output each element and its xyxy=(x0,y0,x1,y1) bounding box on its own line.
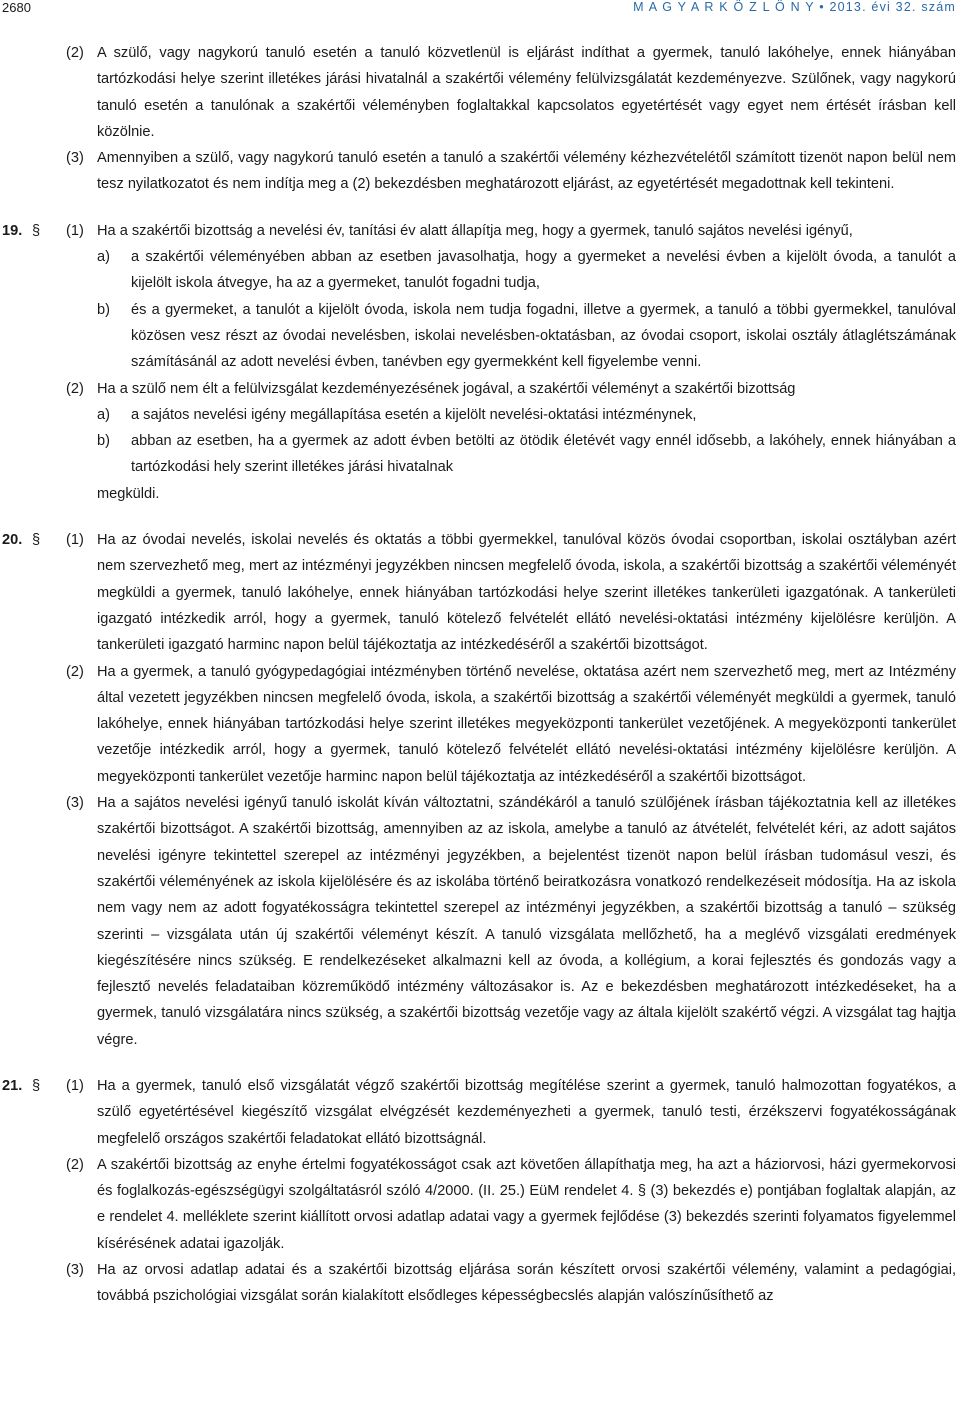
section-symbol: § xyxy=(32,222,41,239)
paragraph-number: (1) xyxy=(66,222,84,239)
item-text: a szakértői véleményében abban az esetben javasolhatja, hogy a gyermeket a nevelési évben a kijelölt óvoda, a tanulót a kijelölt iskola átvegye, ha az a gyermeket, tanulót fogadni tudja, xyxy=(131,249,956,292)
section-19 xyxy=(0,218,960,507)
paragraph-text: Ha a sajátos nevelési igényű tanuló iskolát kíván változtatni, szándékáról a tanuló szülőjének írásban tájékoztatnia kell az illetékes szakértői bizottságot. A szakértői bizottság, amennyiben az az iskola, amelybe a tanuló az átvételét, felvételét kéri, az adott sajátos nevelési igényre tekintettel szerepel az intézményi jegyzékben, a bejelentést tizenöt napon belül írásban tudomásul veszi, és szakértői véleményének az iskola kijelölésére és az iskolába történő beiratkozásra vonatkozó rendelkezéseit módosítja. Ha az iskola nem vagy nem az adott fogyatékosságra tekintettel szerepel az intézményi jegyzékben, a szakértői bizottság a tanuló – szükség szerinti – vizsgálata után új szakértői véleményt készít. A tanuló vizsgálata mellőzhető, ha a meglévő vizsgálati eredmények kiegészítésére nincs szükség. E rendelkezéseket alkalmazni kell az óvoda, a kollégium, a korai fejlesztés és gondozás vagy a fejlesztő nevelés feladataiban közreműködő intézmény változásakor is. Az e bekezdésben meghatározott intézkedéseket, ha a gyermek, tanuló vizsgálatára nincs szükség, a szakértői bizottság vezetője vagy az általa kijelölt szakértő végzi. A vizsgálat tag hajtja végre. xyxy=(97,795,956,1048)
paragraph xyxy=(0,527,960,658)
paragraph-number: (1) xyxy=(66,532,84,549)
closing-text: megküldi. xyxy=(97,485,160,502)
page-header xyxy=(0,0,960,22)
paragraph-text: Amennyiben a szülő, vagy nagykorú tanuló esetén a tanuló a szakértői vélemény kézhezvételétől számított tizenöt napon belül nem tesz nyilatkozatot és nem indítja meg a (2) bekezdésben meghatározott eljárást, az egyetértését megadottnak kell tekinteni. xyxy=(97,150,956,193)
item-text: és a gyermeket, a tanulót a kijelölt óvoda, iskola nem tudja fogadni, illetve a gyermek, a tanuló a többi gyermekkel, tanulóval közösen vesz részt az óvodai nevelésben, iskolai nevelésben-oktatásban, az óvodai csoport, iskolai osztály átlaglétszámának számításánál az adott nevelési évben, tanévben egy gyermekként kell figyelembe venni. xyxy=(131,301,956,371)
paragraph-text: Ha a gyermek, a tanuló gyógypedagógiai intézményben történő nevelése, oktatása azért nem szervezhető meg, mert az Intézmény által vezetett jegyzékben nincsen megfelelő óvoda, iskola, a szakértői bizottság a szakértői véleményét megküldi a gyermek, tanuló lakóhelye, ennek hiányában tartózkodási helye szerint illetékes megyeközponti tankerület vezetőjének. A megyeközponti tankerület vezetője intézkedik arról, hogy a gyermek, tanuló kötelező felvételét ellátó nevelési-oktatási intézmény kijelölésre kerüljön. A megyeközponti tankerület vezetője harminc napon belül tájékoztatja az intézkedéséről a szakértői bizottságot. xyxy=(97,663,956,785)
paragraph-text: Ha az orvosi adatlap adatai és a szakértői bizottság eljárása során készített orvosi szakértői vélemény, valamint a pedagógiai, továbbá pszichológiai vizsgálat során kialakított elsődleges képességbecslés alapján valószínűsíthető az xyxy=(97,1262,956,1305)
paragraph-number: (3) xyxy=(66,1262,84,1279)
paragraph-text: Ha a gyermek, tanuló első vizsgálatát végző szakértői bizottság megítélése szerint a gyermek, tanuló halmozottan fogyatékos, a szülő egyetértésével kiegészítő vizsgálat elvégzését kezdeményezheti a gyermek, tanuló testi, érzékszervi fogyatékosságának megfelelő országos szakértői feladatokat ellátó bizottságnál. xyxy=(97,1077,956,1147)
paragraph xyxy=(0,218,960,244)
paragraph xyxy=(0,659,960,790)
paragraph xyxy=(0,40,960,145)
paragraph xyxy=(0,1152,960,1257)
paragraph xyxy=(0,790,960,1053)
document-body xyxy=(0,40,960,1310)
section-symbol: § xyxy=(32,1077,41,1094)
list-item xyxy=(0,297,960,376)
item-mark: a) xyxy=(97,249,110,266)
paragraph-number: (2) xyxy=(66,1156,84,1173)
section-symbol: § xyxy=(32,532,41,549)
paragraph-number: (1) xyxy=(66,1077,84,1094)
item-text: a sajátos nevelési igény megállapítása esetén a kijelölt nevelési-oktatási intézménynek, xyxy=(131,406,697,423)
paragraph xyxy=(0,1073,960,1152)
running-head: M A G Y A R K Ö Z L Ö N Y • 2013. évi 32. szám xyxy=(633,0,956,14)
item-mark: b) xyxy=(97,433,110,450)
section-number: 21. xyxy=(2,1077,23,1094)
section-20 xyxy=(0,527,960,1053)
item-mark: a) xyxy=(97,406,110,423)
page-number: 2680 xyxy=(2,0,31,15)
list-item xyxy=(0,244,960,297)
item-text: abban az esetben, ha a gyermek az adott évben betölti az ötödik életévét vagy ennél idősebb, a lakóhely, ennek hiányában a tartózkodási hely szerint illetékes járási hivatalnak xyxy=(131,433,956,476)
list-item xyxy=(0,428,960,481)
section-number: 20. xyxy=(2,532,23,549)
paragraph xyxy=(0,376,960,402)
paragraph-number: (3) xyxy=(66,795,84,812)
section-21 xyxy=(0,1073,960,1310)
paragraph-text: Ha az óvodai nevelés, iskolai nevelés és oktatás a többi gyermekkel, tanulóval közös óvodai csoportban, iskolai osztályban azért nem szervezhető meg, mert az intézményi jegyzékben nincsen megfelelő óvoda, iskola, a szakértői bizottság a szakértői véleményét megküldi a gyermek, tanuló lakóhelye, ennek hiányában tartózkodási helye szerint illetékes tankerületi igazgatónak. A tankerületi igazgató intézkedik arról, hogy a gyermek, tanuló kötelező felvételét ellátó nevelési-oktatási intézmény kijelölésre kerüljön. A tankerületi igazgató harminc napon belül tájékoztatja az intézkedéséről a szakértői bizottságot. xyxy=(97,532,956,654)
paragraph-number: (2) xyxy=(66,45,84,61)
paragraph-number: (2) xyxy=(66,663,84,680)
section-number: 19. xyxy=(2,222,23,239)
paragraph-text: A szülő, vagy nagykorú tanuló esetén a tanuló közvetlenül is eljárást indíthat a gyermek, tanuló lakóhelye, ennek hiányában tartózkodási helye szerint illetékes járási hivatalnál a szakértői vélemény felülvizsgálatát kezdeményezve. Szülőnek, vagy nagykorú tanuló esetén a tanulónak a szakértői véleményben foglaltakkal kapcsolatos egyetértését vagy egyet nem értését írásban kell közölnie. xyxy=(97,45,956,140)
paragraph xyxy=(0,1257,960,1310)
list-item xyxy=(0,402,960,428)
paragraph-number: (3) xyxy=(66,150,84,167)
item-mark: b) xyxy=(97,301,110,318)
paragraph-text: Ha a szülő nem élt a felülvizsgálat kezdeményezésének jogával, a szakértői véleményt a szakértői bizottság xyxy=(97,380,796,397)
paragraph-text: A szakértői bizottság az enyhe értelmi fogyatékosságot csak azt követően állapíthatja meg, ha azt a háziorvosi, házi gyermekorvosi és foglalkozás-egészségügyi szolgáltatásról szóló 4/2000. (II. 25.) EüM rendelet 4. § (3) bekezdés e) pontjában foglaltak alapján, az e rendelet 4. melléklete szerint kiállított orvosi adatlap adatai vagy a gyermek fejlődése (3) bekezdés szerinti folyamatos figyelemmel kísérésének adatai igazolják. xyxy=(97,1156,956,1252)
paragraph-text: Ha a szakértői bizottság a nevelési év, tanítási év alatt állapítja meg, hogy a gyermek, tanuló sajátos nevelési igényű, xyxy=(97,222,853,239)
paragraph-number: (2) xyxy=(66,380,84,397)
paragraph xyxy=(0,145,960,198)
